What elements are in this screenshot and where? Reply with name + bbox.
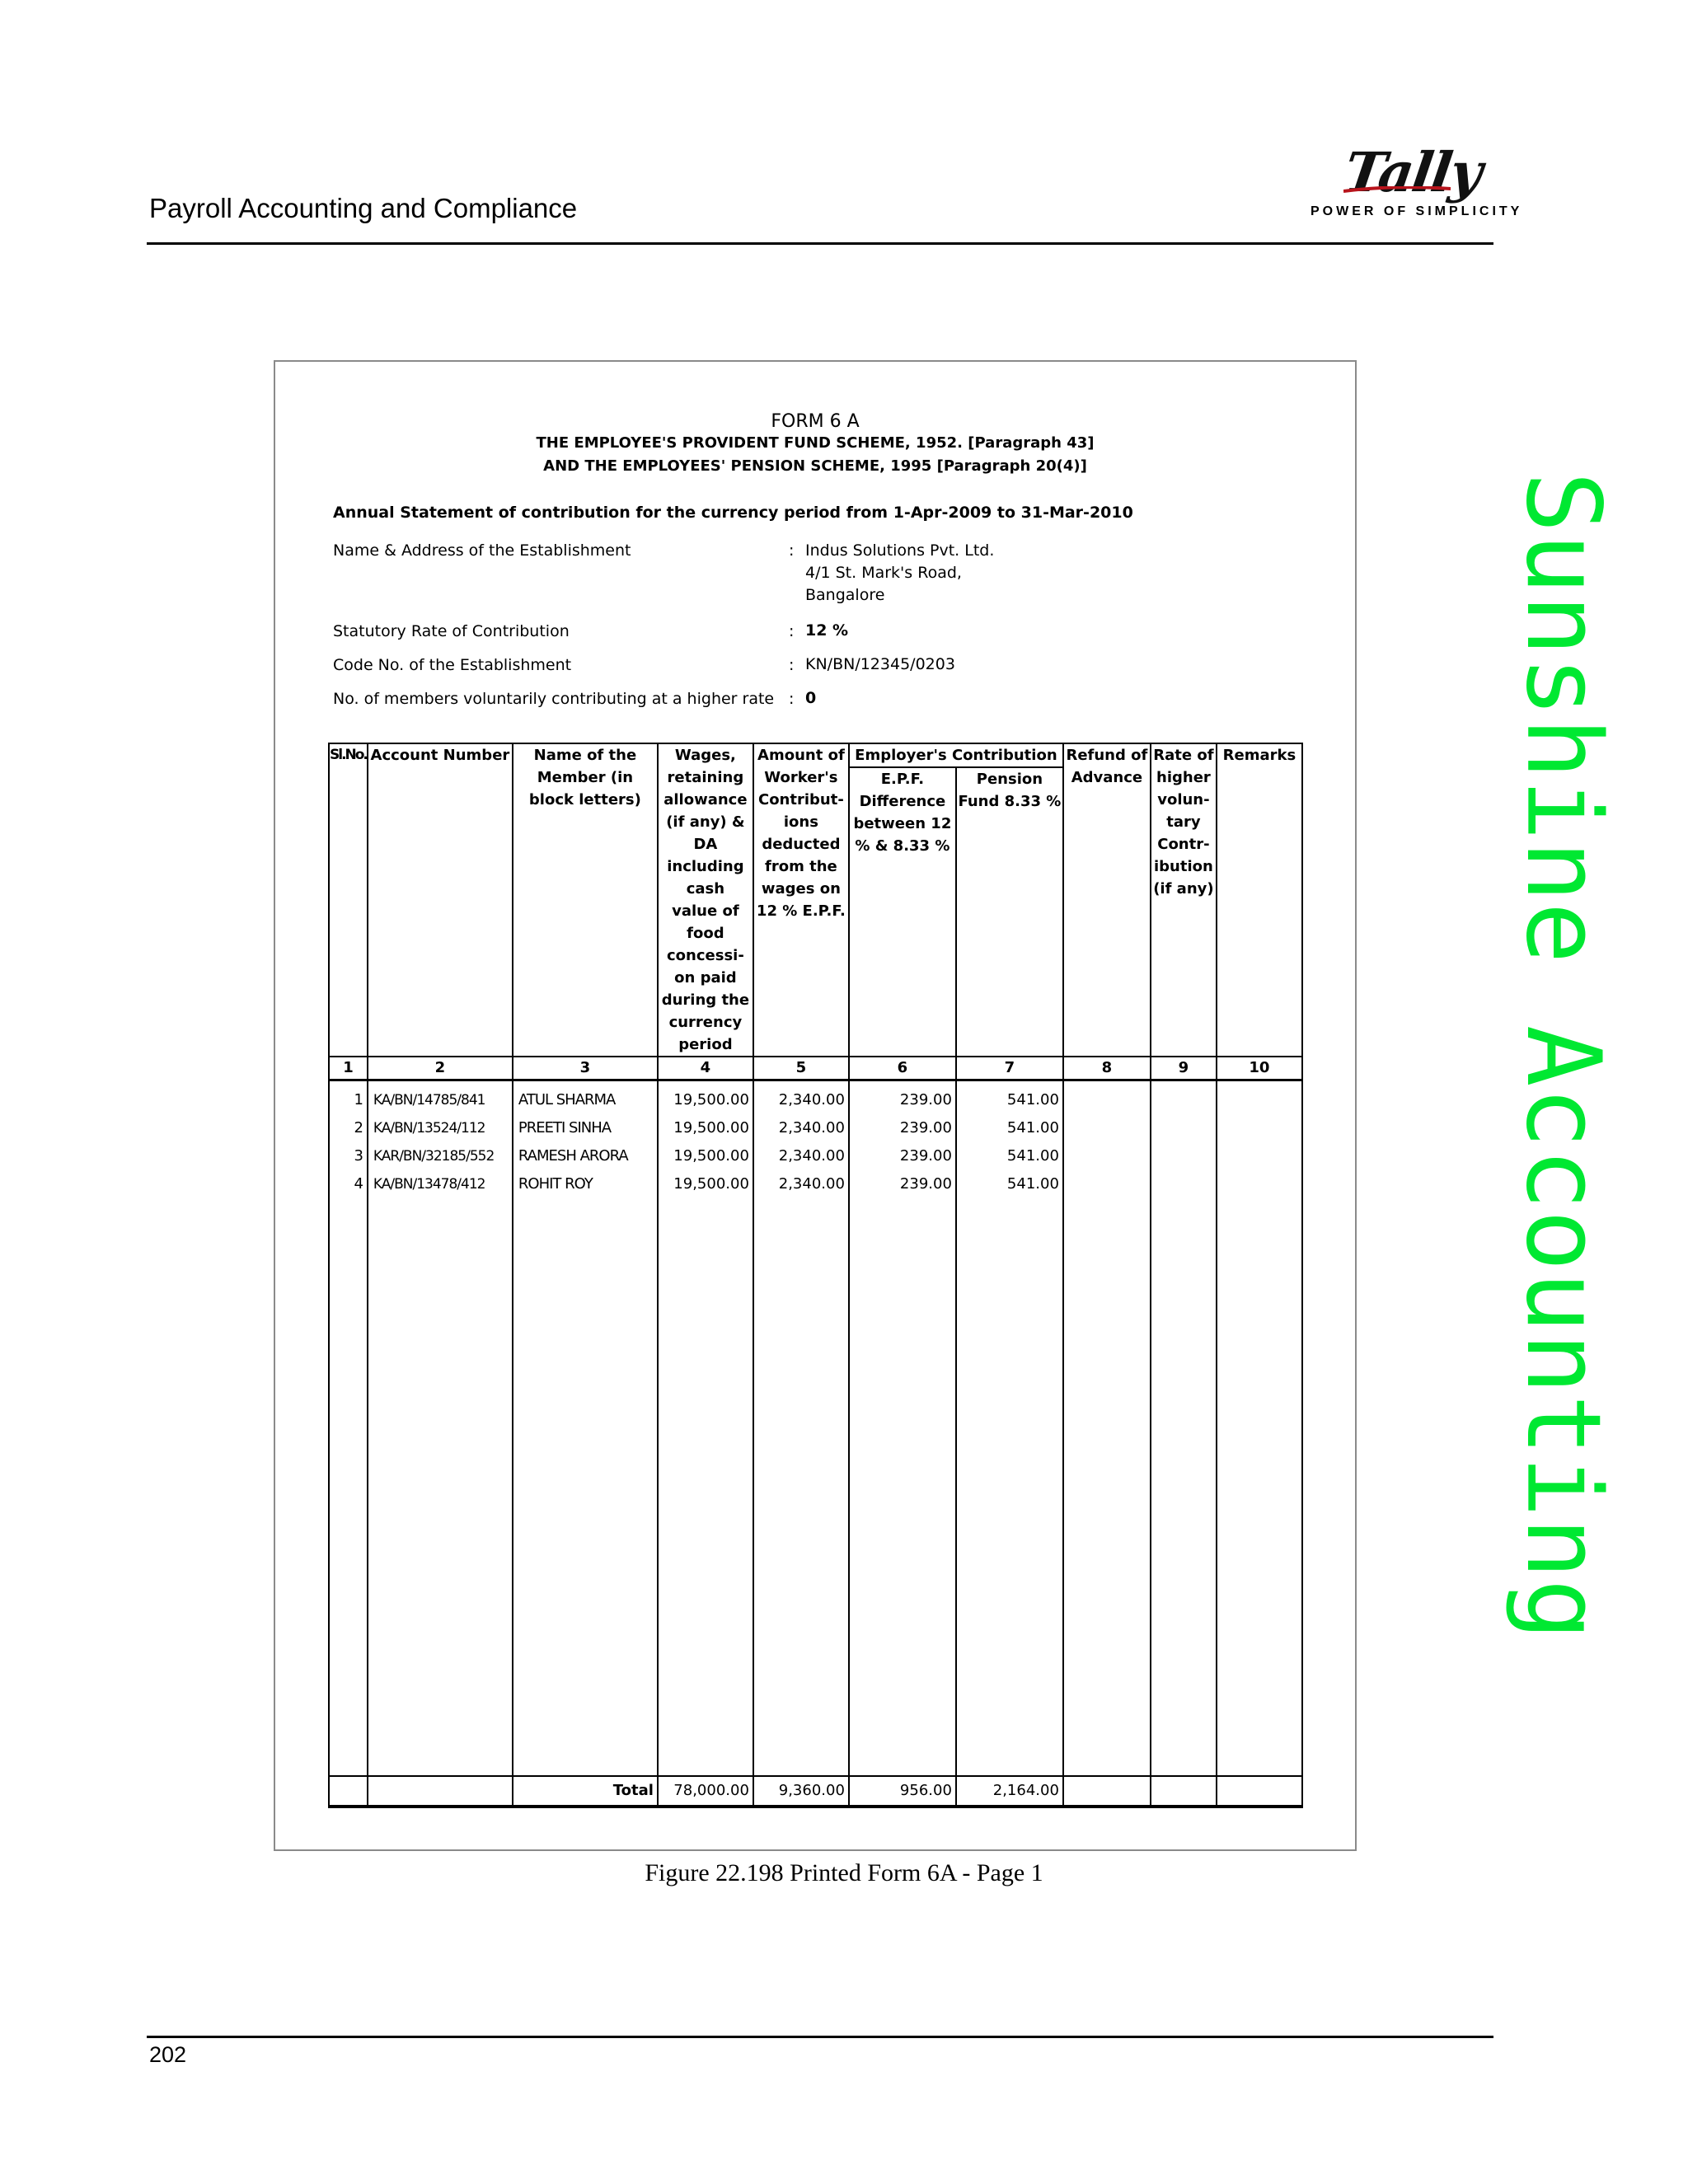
col-number: 3	[513, 1057, 658, 1080]
col-header-employer: Employer's Contribution	[849, 743, 1063, 767]
workers-column: 2,340.00 2,340.00 2,340.00 2,340.00	[753, 1080, 849, 1776]
code-no-value: KN/BN/12345/0203	[805, 655, 955, 673]
establishment-name-label: Name & Address of the Establishment	[333, 541, 631, 560]
col-header-pension: Pension Fund 8.33 %	[956, 767, 1063, 1057]
col-header-epf: E.P.F. Difference between 12 % & 8.33 %	[849, 767, 956, 1057]
header-rule	[147, 242, 1493, 245]
logo-wordmark: Tally	[1340, 140, 1485, 204]
sl-column: 1 2 3 4	[329, 1080, 368, 1776]
colon: :	[789, 541, 795, 560]
members-higher-rate-label: No. of members voluntarily contributing at a higher rate	[333, 690, 775, 708]
col-number: 10	[1217, 1057, 1302, 1080]
total-cell	[329, 1776, 368, 1807]
col-number: 6	[849, 1057, 956, 1080]
code-no-label: Code No. of the Establishment	[333, 656, 572, 674]
col-number: 5	[753, 1057, 849, 1080]
annual-statement: Annual Statement of contribution for the currency period from 1-Apr-2009 to 31-Mar-2010	[333, 504, 1133, 522]
establishment-address	[805, 540, 994, 607]
logo-tagline: POWER OF SIMPLICITY	[1311, 204, 1523, 218]
remarks-column	[1217, 1080, 1302, 1776]
col-header-wages: Wages, retaining allowance (if any) & DA including cash value of food concessi- on paid during the currency period	[658, 743, 753, 1057]
total-workers: 9,360.00	[753, 1776, 849, 1807]
epf-column: 239.00 239.00 239.00 239.00	[849, 1080, 956, 1776]
form-subtitle-2: AND THE EMPLOYEES' PENSION SCHEME, 1995 [Paragraph 20(4)]	[543, 457, 1087, 475]
wages-column: 19,500.00 19,500.00 19,500.00 19,500.00	[658, 1080, 753, 1776]
total-cell	[1217, 1776, 1302, 1807]
col-number: 9	[1151, 1057, 1217, 1080]
refund-column	[1063, 1080, 1151, 1776]
col-header-workers: Amount of Worker's Contribut- ions deducted from the wages on 12 % E.P.F.	[753, 743, 849, 1057]
page-header-title: Payroll Accounting and Compliance	[149, 193, 578, 223]
col-header-name: Name of the Member (in block letters)	[513, 743, 658, 1057]
col-header-sl: Sl.No.	[329, 743, 368, 1057]
col-header-refund: Refund of Advance	[1063, 743, 1151, 1057]
total-cell	[1063, 1776, 1151, 1807]
colon: :	[789, 690, 795, 708]
address-line: Indus Solutions Pvt. Ltd.	[805, 541, 995, 560]
colon: :	[789, 656, 795, 674]
footer-rule	[147, 2036, 1493, 2038]
statutory-rate-label: Statutory Rate of Contribution	[333, 622, 570, 640]
col-number: 8	[1063, 1057, 1151, 1080]
name-column: ATUL SHARMA PREETI SINHA RAMESH ARORA ROHIT ROY	[513, 1080, 658, 1776]
statutory-rate-value: 12 %	[805, 621, 849, 640]
rate-column	[1151, 1080, 1217, 1776]
address-line: Bangalore	[805, 586, 885, 604]
members-higher-rate-value: 0	[805, 689, 817, 707]
col-header-remarks: Remarks	[1217, 743, 1302, 1057]
total-row	[329, 1776, 1302, 1807]
total-cell	[1151, 1776, 1217, 1807]
contribution-table	[328, 743, 1303, 1808]
page-number: 202	[149, 2042, 187, 2067]
col-number: 2	[368, 1057, 513, 1080]
col-header-rate: Rate of higher volun- tary Contr- ibution (if any)	[1151, 743, 1217, 1057]
colon: :	[789, 622, 795, 640]
account-column: KA/BN/14785/841 KA/BN/13524/112 KAR/BN/32185/552 KA/BN/13478/412	[368, 1080, 513, 1776]
total-wages: 78,000.00	[658, 1776, 753, 1807]
total-epf: 956.00	[849, 1776, 956, 1807]
col-number: 4	[658, 1057, 753, 1080]
total-pension: 2,164.00	[956, 1776, 1063, 1807]
col-number: 1	[329, 1057, 368, 1080]
figure-caption: Figure 22.198 Printed Form 6A - Page 1	[645, 1859, 1043, 1886]
form-title: FORM 6 A	[771, 411, 860, 432]
tally-logo	[1302, 140, 1523, 226]
total-label: Total	[513, 1776, 658, 1807]
form-subtitle-1: THE EMPLOYEE'S PROVIDENT FUND SCHEME, 1952. [Paragraph 43]	[536, 434, 1095, 452]
figure-frame	[274, 360, 1357, 1851]
col-number: 7	[956, 1057, 1063, 1080]
pension-column: 541.00 541.00 541.00 541.00	[956, 1080, 1063, 1776]
col-header-account: Account Number	[368, 743, 513, 1057]
total-cell	[368, 1776, 513, 1807]
logo-swoosh-icon	[1343, 186, 1451, 193]
table-body-row	[329, 1080, 1302, 1776]
watermark: Sunshine Accounting	[1503, 471, 1622, 1641]
address-line: 4/1 St. Mark's Road,	[805, 564, 962, 582]
